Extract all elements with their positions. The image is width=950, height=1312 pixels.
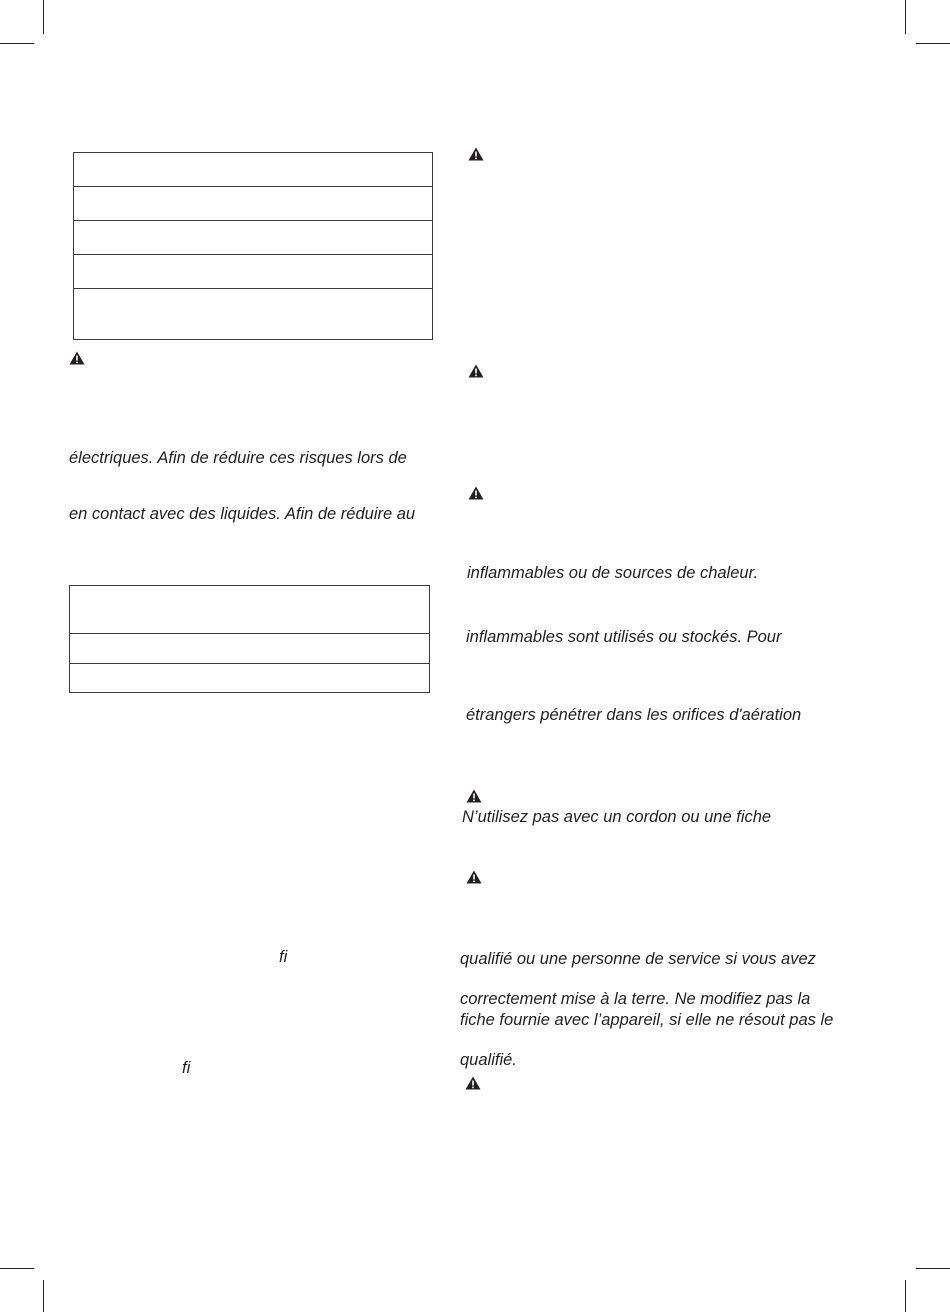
left-text-line: en contact avec des liquides. Afin de réduire au bbox=[69, 505, 416, 523]
right-text-line: qualifié ou une personne de service si vous avez bbox=[460, 950, 816, 968]
crop-mark-bottom-right-h bbox=[916, 1268, 950, 1269]
table-row bbox=[74, 289, 432, 339]
table-row bbox=[74, 187, 432, 221]
warning-triangle-icon bbox=[468, 364, 484, 378]
warning-triangle-icon bbox=[69, 351, 85, 365]
warning-triangle-icon bbox=[465, 1076, 481, 1090]
left-ligature-fragment: fi bbox=[182, 1059, 191, 1077]
crop-mark-top-left-h bbox=[0, 43, 34, 44]
table-row bbox=[70, 586, 429, 634]
crop-mark-top-left bbox=[43, 0, 44, 34]
table-row bbox=[74, 221, 432, 255]
right-text-line: inflammables sont utilisés ou stockés. Pour bbox=[466, 628, 782, 646]
table-row bbox=[70, 634, 429, 664]
warning-triangle-icon bbox=[468, 147, 484, 161]
table-row bbox=[74, 153, 432, 187]
warning-triangle-icon bbox=[466, 870, 482, 884]
crop-mark-bottom-left-h bbox=[0, 1268, 34, 1269]
table-row bbox=[70, 664, 429, 692]
warning-triangle-icon bbox=[466, 789, 482, 803]
crop-mark-top-right-h bbox=[916, 43, 950, 44]
left-ligature-fragment: fi bbox=[279, 948, 288, 966]
left-text-line: électriques. Afin de réduire ces risques lors de bbox=[69, 449, 407, 467]
specification-table-top bbox=[73, 152, 433, 340]
right-text-line: N’utilisez pas avec un cordon ou une fiche bbox=[462, 808, 772, 826]
right-text-line: fiche fournie avec l’appareil, si elle ne résout pas le bbox=[460, 1011, 834, 1029]
crop-mark-top-right bbox=[905, 0, 906, 34]
right-text-line: inflammables ou de sources de chaleur. bbox=[467, 564, 759, 582]
crop-mark-bottom-right bbox=[905, 1280, 906, 1312]
right-text-line: correctement mise à la terre. Ne modifiez pas la bbox=[460, 990, 811, 1008]
right-text-line: étrangers pénétrer dans les orifices d'aération bbox=[466, 706, 802, 724]
right-text-line: qualifié. bbox=[460, 1051, 517, 1069]
specification-table-bottom bbox=[69, 585, 430, 693]
table-row bbox=[74, 255, 432, 289]
warning-triangle-icon bbox=[468, 486, 484, 500]
crop-mark-bottom-left bbox=[43, 1280, 44, 1312]
